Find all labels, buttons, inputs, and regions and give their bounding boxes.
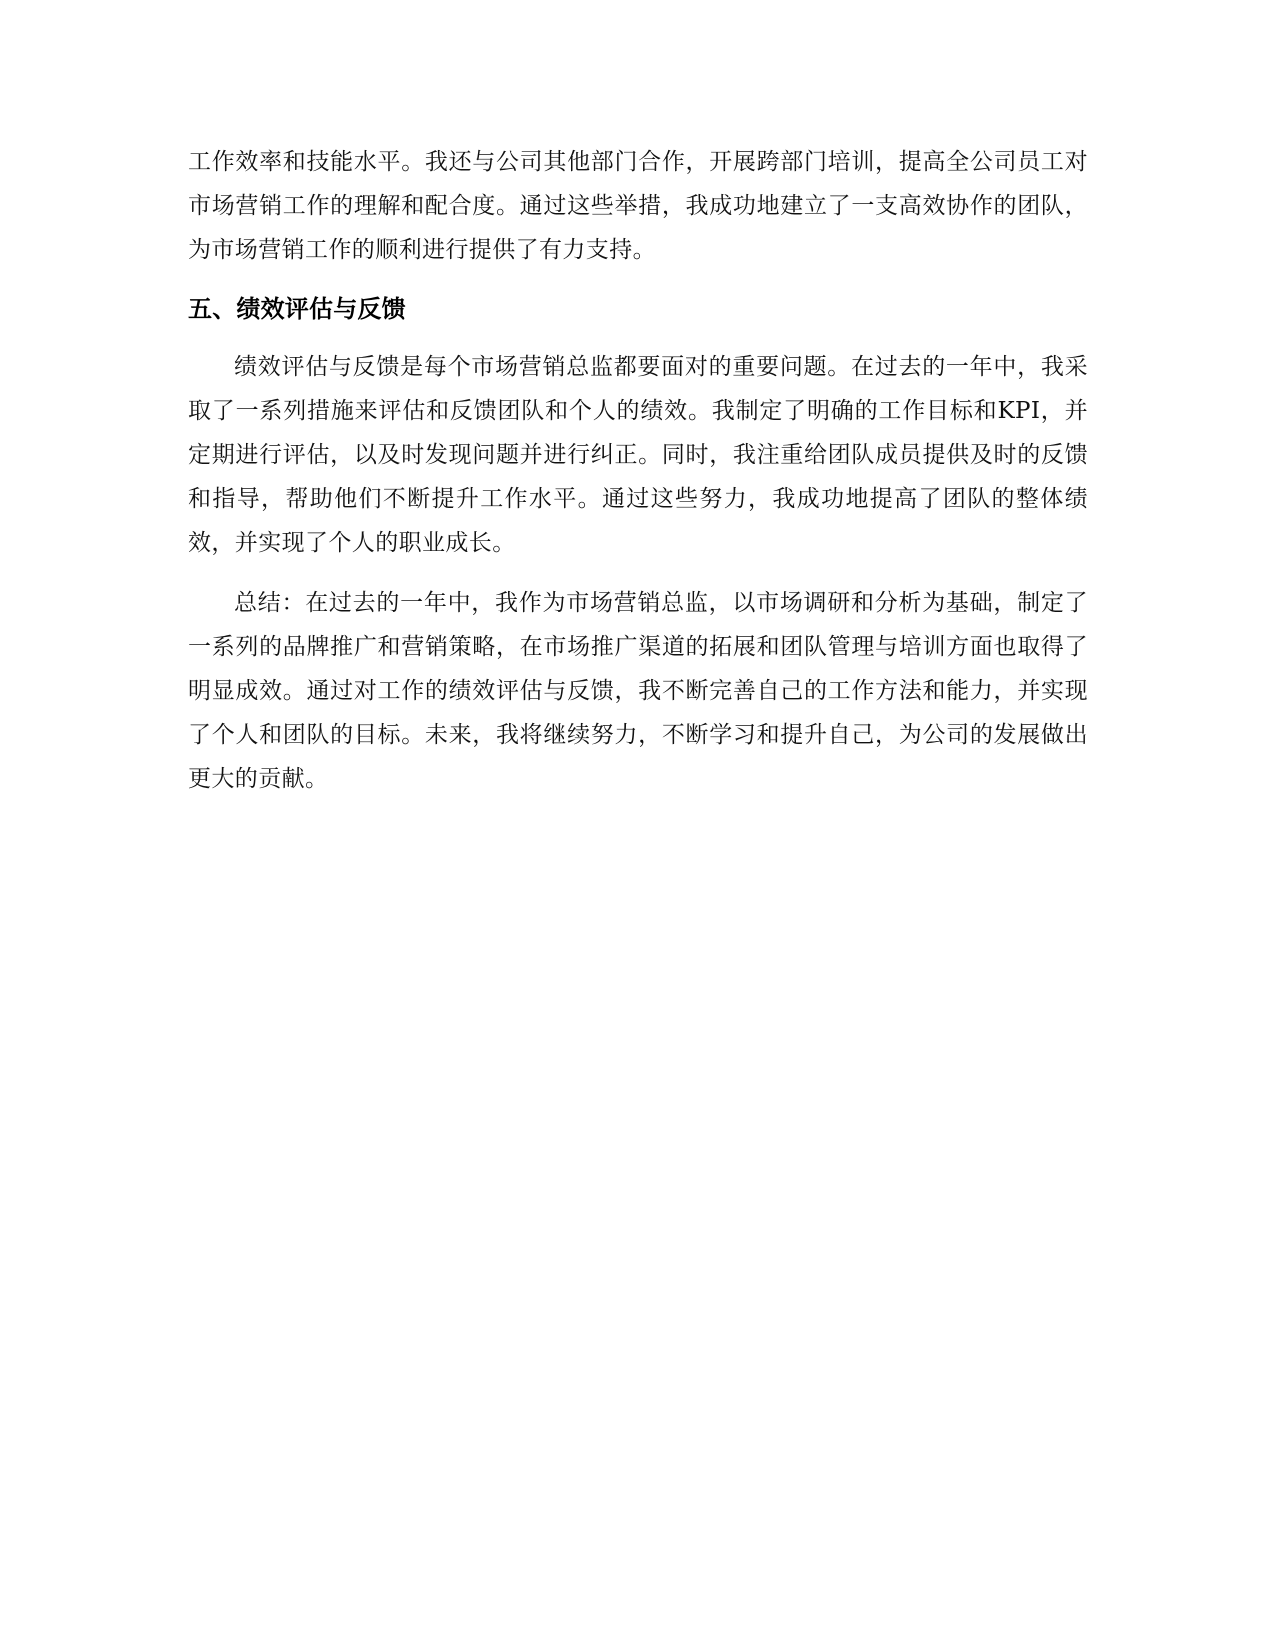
paragraph-spacer: [188, 565, 1088, 581]
summary-paragraph: 总结：在过去的一年中，我作为市场营销总监，以市场调研和分析为基础，制定了一系列的品牌推广和营销策略，在市场推广渠道的拓展和团队管理与培训方面也取得了明显成效。通过对工作的绩效评估与反馈，我不断完善自己的工作方法和能力，并实现了个人和团队的目标。未来，我将继续努力，不断学习和提升自己，为公司的发展做出更大的贡献。: [188, 590, 1088, 792]
section-heading-performance: 五、绩效评估与反馈: [188, 295, 406, 323]
document-body: [188, 140, 1088, 801]
performance-paragraph: 绩效评估与反馈是每个市场营销总监都要面对的重要问题。在过去的一年中，我采取了一系列措施来评估和反馈团队和个人的绩效。我制定了明确的工作目标和KPI，并定期进行评估，以及时发现问题并进行纠正。同时，我注重给团队成员提供及时的反馈和指导，帮助他们不断提升工作水平。通过这些努力，我成功地提高了团队的整体绩效，并实现了个人的职业成长。: [188, 354, 1088, 556]
continued-paragraph: 工作效率和技能水平。我还与公司其他部门合作，开展跨部门培训，提高全公司员工对市场营销工作的理解和配合度。通过这些举措，我成功地建立了一支高效协作的团队，为市场营销工作的顺利进行提供了有力支持。: [188, 149, 1088, 263]
